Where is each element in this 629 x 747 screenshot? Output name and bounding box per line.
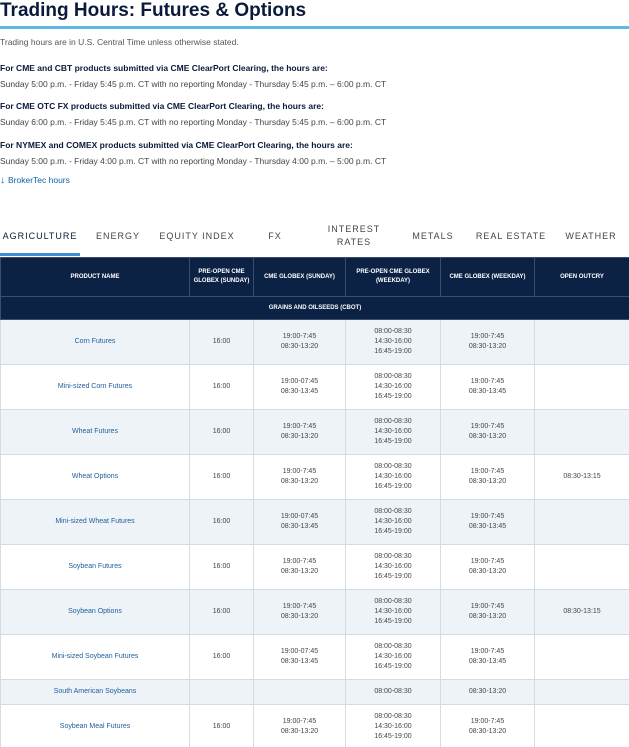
time-range: 08:30-13:20 — [468, 568, 507, 575]
time-range: 08:30-13:20 — [468, 613, 507, 620]
globex-weekday-cell — [441, 680, 535, 705]
time-range: 19:00-7:45 — [282, 333, 317, 340]
time-range: 19:00-7:45 — [282, 558, 317, 565]
arrow-down-icon: ↓ — [0, 175, 5, 186]
preopen-weekday-cell — [346, 365, 441, 410]
header-globex-sunday: CME GLOBEX (SUNDAY) — [254, 258, 346, 297]
globex-sunday-cell — [254, 680, 346, 705]
tab-label: EQUITY INDEX — [159, 230, 235, 241]
table-row — [1, 500, 629, 545]
notice-otc-fx — [0, 98, 386, 130]
time-range: 14:30-16:00 — [374, 563, 412, 570]
preopen-weekday-cell — [346, 635, 441, 680]
product-name-link[interactable]: Soybean Futures — [1, 545, 190, 590]
time-range: 19:00-07:45 — [280, 378, 319, 385]
tab-interest-rates[interactable] — [322, 216, 386, 256]
time-range: 16:45-19:00 — [374, 733, 412, 740]
tab-real-estate[interactable] — [474, 216, 548, 256]
notice-heading: For CME OTC FX products submitted via CME ClearPort Clearing, the hours are: — [0, 101, 324, 111]
title-underline — [0, 26, 629, 29]
header-open-outcry: OPEN OUTCRY — [535, 258, 629, 297]
tab-label: AGRICULTURE — [2, 230, 78, 241]
notice-cme-cbt — [0, 60, 386, 92]
globex-weekday-cell — [441, 590, 535, 635]
tab-energy[interactable] — [88, 216, 148, 256]
globex-weekday-cell — [441, 320, 535, 365]
time-range: 08:30-13:20 — [280, 478, 319, 485]
table-row — [1, 705, 629, 747]
time-range: 16:45-19:00 — [374, 618, 412, 625]
notice-body: Sunday 6:00 p.m. - Friday 5:45 p.m. CT with no reporting Monday - Thursday 5:45 p.m. – 6:00 p.m. CT — [0, 117, 387, 127]
time-range: 08:30-13:20 — [280, 613, 319, 620]
time-range: 08:00-08:30 — [374, 598, 412, 605]
section-label: GRAINS AND OILSEEDS (CBOT) — [1, 297, 629, 320]
table-row — [1, 590, 629, 635]
preopen-weekday-cell — [346, 320, 441, 365]
globex-weekday-cell — [441, 365, 535, 410]
globex-weekday-cell — [441, 545, 535, 590]
product-name-link[interactable]: Wheat Futures — [1, 410, 190, 455]
product-name-link[interactable]: Mini-sized Corn Futures — [1, 365, 190, 410]
open-outcry-cell — [535, 500, 629, 545]
time-range: 16:45-19:00 — [374, 438, 412, 445]
time-range: 16:45-19:00 — [374, 528, 412, 535]
time-range: 14:30-16:00 — [374, 608, 412, 615]
globex-sunday-cell — [254, 365, 346, 410]
time-range: 08:00-08:30 — [374, 713, 412, 720]
table-row — [1, 545, 629, 590]
time-range: 14:30-16:00 — [374, 428, 412, 435]
time-range: 08:30-13:20 — [280, 728, 319, 735]
table-row — [1, 635, 629, 680]
time-range: 19:00-7:45 — [470, 648, 505, 655]
time-range: 19:00-07:45 — [280, 513, 319, 520]
time-range: 16:45-19:00 — [374, 663, 412, 670]
time-range: 19:00-7:45 — [470, 378, 505, 385]
page-title: Trading Hours: Futures & Options — [0, 0, 307, 21]
globex-sunday-cell — [254, 500, 346, 545]
open-outcry-cell: 08:30-13:15 — [535, 590, 629, 635]
preopen-sunday-cell: 16:00 — [190, 635, 254, 680]
time-range: 08:30-13:20 — [468, 728, 507, 735]
time-range: 19:00-7:45 — [470, 558, 505, 565]
preopen-sunday-cell: 16:00 — [190, 365, 254, 410]
product-name-link[interactable]: Mini-sized Soybean Futures — [1, 635, 190, 680]
time-range: 16:45-19:00 — [374, 483, 412, 490]
time-range: 14:30-16:00 — [374, 518, 412, 525]
header-product-name: PRODUCT NAME — [1, 258, 190, 297]
time-range: 08:30-13:45 — [280, 658, 319, 665]
time-range: 08:00-08:30 — [374, 463, 412, 470]
globex-weekday-cell — [441, 410, 535, 455]
time-range: 08:30-13:20 — [280, 568, 319, 575]
time-range: 08:00-08:30 — [374, 508, 412, 515]
time-range: 19:00-7:45 — [282, 718, 317, 725]
time-range: 08:30-13:20 — [280, 343, 319, 350]
time-range: 19:00-7:45 — [470, 333, 505, 340]
time-range: 19:00-7:45 — [470, 423, 505, 430]
open-outcry-cell — [535, 320, 629, 365]
product-name-link[interactable]: Soybean Meal Futures — [1, 705, 190, 747]
tab-label: FX — [268, 230, 282, 241]
time-range: 08:00-08:30 — [374, 418, 412, 425]
asset-class-tabs — [0, 216, 629, 256]
time-range: 08:00-08:30 — [374, 373, 412, 380]
tab-label: WEATHER — [565, 230, 617, 241]
time-range: 08:30-13:45 — [280, 523, 319, 530]
tab-agriculture[interactable] — [0, 216, 80, 256]
globex-sunday-cell — [254, 455, 346, 500]
globex-sunday-cell — [254, 705, 346, 747]
time-range: 08:30-13:20 — [468, 688, 507, 695]
globex-sunday-cell — [254, 410, 346, 455]
brokertec-link-label: BrokerTec hours — [8, 175, 70, 185]
open-outcry-cell — [535, 410, 629, 455]
time-range: 08:30-13:20 — [468, 433, 507, 440]
time-range: 08:30-13:20 — [468, 478, 507, 485]
preopen-weekday-cell — [346, 410, 441, 455]
time-range: 08:30-13:20 — [280, 433, 319, 440]
product-name-link[interactable]: South American Soybeans — [1, 680, 190, 705]
tab-label: INTEREST RATES — [327, 224, 381, 247]
notice-heading: For NYMEX and COMEX products submitted via CME ClearPort Clearing, the hours are: — [0, 140, 353, 150]
table-row — [1, 680, 629, 705]
globex-sunday-cell — [254, 545, 346, 590]
time-range: 08:00-08:30 — [374, 328, 412, 335]
time-range: 14:30-16:00 — [374, 723, 412, 730]
globex-weekday-cell — [441, 635, 535, 680]
header-preopen-sunday: PRE-OPEN CME GLOBEX (SUNDAY) — [190, 258, 254, 297]
time-range: 19:00-7:45 — [470, 718, 505, 725]
tab-fx[interactable] — [255, 216, 295, 256]
preopen-weekday-cell — [346, 680, 441, 705]
time-range: 14:30-16:00 — [374, 473, 412, 480]
globex-weekday-cell — [441, 705, 535, 747]
preopen-sunday-cell: 16:00 — [190, 545, 254, 590]
preopen-weekday-cell — [346, 705, 441, 747]
preopen-weekday-cell — [346, 455, 441, 500]
time-range: 19:00-7:45 — [470, 513, 505, 520]
tab-weather[interactable] — [560, 216, 622, 256]
globex-sunday-cell — [254, 590, 346, 635]
preopen-sunday-cell — [190, 680, 254, 705]
open-outcry-cell — [535, 365, 629, 410]
tab-label: REAL ESTATE — [475, 230, 547, 241]
tab-label: ENERGY — [95, 230, 140, 241]
open-outcry-cell: 08:30-13:15 — [535, 455, 629, 500]
globex-sunday-cell — [254, 635, 346, 680]
time-range: 16:45-19:00 — [374, 348, 412, 355]
tab-metals[interactable] — [406, 216, 460, 256]
time-range: 14:30-16:00 — [374, 338, 412, 345]
tab-label: METALS — [412, 230, 454, 241]
header-preopen-weekday: PRE-OPEN CME GLOBEX (WEEKDAY) — [346, 258, 441, 297]
time-range: 19:00-7:45 — [282, 468, 317, 475]
preopen-weekday-cell — [346, 590, 441, 635]
time-range: 08:30-13:45 — [468, 658, 507, 665]
time-range: 08:30-13:45 — [280, 388, 319, 395]
globex-weekday-cell — [441, 455, 535, 500]
preopen-sunday-cell: 16:00 — [190, 320, 254, 365]
time-range: 14:30-16:00 — [374, 653, 412, 660]
table-row — [1, 455, 629, 500]
time-range: 16:45-19:00 — [374, 393, 412, 400]
globex-sunday-cell — [254, 320, 346, 365]
header-globex-weekday: CME GLOBEX (WEEKDAY) — [441, 258, 535, 297]
time-range: 19:00-7:45 — [470, 603, 505, 610]
time-range: 14:30-16:00 — [374, 383, 412, 390]
preopen-sunday-cell: 16:00 — [190, 455, 254, 500]
notice-nymex-comex — [0, 137, 386, 169]
time-range: 08:30-13:45 — [468, 523, 507, 530]
time-range: 08:30-13:45 — [468, 388, 507, 395]
preopen-sunday-cell: 16:00 — [190, 590, 254, 635]
open-outcry-cell — [535, 680, 629, 705]
trading-hours-table — [0, 257, 629, 747]
time-range: 08:00-08:30 — [374, 643, 412, 650]
brokertec-hours-link[interactable] — [0, 175, 70, 186]
table-row — [1, 320, 629, 365]
time-range: 19:00-7:45 — [282, 423, 317, 430]
product-name-link[interactable]: Mini-sized Wheat Futures — [1, 500, 190, 545]
product-name-link[interactable]: Soybean Options — [1, 590, 190, 635]
preopen-weekday-cell — [346, 500, 441, 545]
time-range: 08:30-13:20 — [468, 343, 507, 350]
time-range: 19:00-7:45 — [282, 603, 317, 610]
time-range: 08:00-08:30 — [374, 553, 412, 560]
open-outcry-cell — [535, 545, 629, 590]
section-row — [1, 297, 629, 320]
product-name-link[interactable]: Corn Futures — [1, 320, 190, 365]
preopen-sunday-cell: 16:00 — [190, 705, 254, 747]
preopen-weekday-cell — [346, 545, 441, 590]
notice-body: Sunday 5:00 p.m. - Friday 4:00 p.m. CT with no reporting Monday - Thursday 4:00 p.m. – 5:00 p.m. CT — [0, 156, 387, 166]
time-range: 08:00-08:30 — [374, 688, 412, 695]
table-row — [1, 365, 629, 410]
tab-equity-index[interactable] — [155, 216, 239, 256]
time-range: 19:00-7:45 — [470, 468, 505, 475]
table-row — [1, 410, 629, 455]
product-name-link[interactable]: Wheat Options — [1, 455, 190, 500]
time-range: 16:45-19:00 — [374, 573, 412, 580]
notice-body: Sunday 5:00 p.m. - Friday 5:45 p.m. CT with no reporting Monday - Thursday 5:45 p.m. – 6:00 p.m. CT — [0, 79, 387, 89]
open-outcry-cell — [535, 635, 629, 680]
timezone-note: Trading hours are in U.S. Central Time unless otherwise stated. — [0, 37, 239, 47]
notice-heading: For CME and CBT products submitted via CME ClearPort Clearing, the hours are: — [0, 63, 328, 73]
table-header-row — [1, 258, 629, 297]
open-outcry-cell — [535, 705, 629, 747]
preopen-sunday-cell: 16:00 — [190, 410, 254, 455]
time-range: 19:00-07:45 — [280, 648, 319, 655]
globex-weekday-cell — [441, 500, 535, 545]
preopen-sunday-cell: 16:00 — [190, 500, 254, 545]
